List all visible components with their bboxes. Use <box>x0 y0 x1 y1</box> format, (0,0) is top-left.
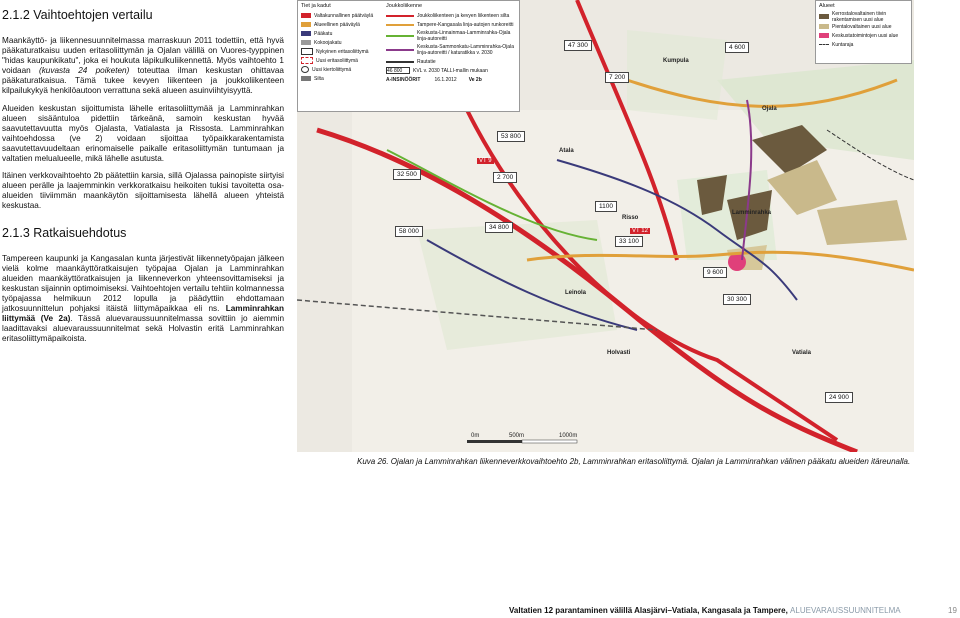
legend-swatch <box>301 66 309 73</box>
legend-line <box>386 49 414 51</box>
section-heading-ratkaisuehdotus: 2.1.3 Ratkaisuehdotus <box>2 225 127 240</box>
place-label: Risso <box>622 215 639 221</box>
paragraph <box>2 254 284 345</box>
paragraph-text-end: toteuttaa ilman keskustan ohittavaa pääkaturatkaisua. Tämä tukee kevyen liikenteen ja joukkoliikenteen kilpailukykyä henkilöautoon verrattuna sekä alueen asuinviihtyisyyttä. <box>2 66 284 96</box>
place-label: Lamminrahka <box>732 210 772 216</box>
legend-item <box>383 11 519 20</box>
legend-item <box>816 40 911 49</box>
traffic-volume: 34 800 <box>485 222 513 233</box>
traffic-volume: 7 200 <box>605 72 629 83</box>
legend-item <box>298 47 383 56</box>
legend-item <box>383 20 519 29</box>
legend-label: Silta <box>314 75 324 82</box>
paragraph-text: Maankäyttö- ja liikennesuunnitelmassa marraskuun 2011 todettiin, että hyvä pääkaturatkaisu uuden eritasoliittymän ja Ojalan välillä on Vuores-tyyppinen "hidas kaupunkikatu", joka ei houkuta läpikulkuliikennettä. Myös vaihtoehto 1 voidaan <box>2 36 284 76</box>
legend-item <box>298 65 383 74</box>
traffic-volume: 30 300 <box>723 294 751 305</box>
traffic-volume: 4 600 <box>725 42 749 53</box>
place-label: Ojala <box>762 106 777 112</box>
legend-label: Pääkatu <box>314 30 333 37</box>
paragraph: Itäinen verkkovaihtoehto 2b päätettiin karsia, sillä Ojalassa painopiste siirtyisi alueen perälle ja laajemminkin verkkoratkaisu heikoiten tukisi tavoitetta osa-alueiden tiiviimmän maankäytön sijoittamisesta lähellä alueen yhteistä keskustaa. <box>2 171 284 211</box>
legend-label: Pientalovaltainen uusi alue <box>832 23 892 30</box>
place-label: Kumpula <box>663 58 689 64</box>
legend-label: Alueellinen pääväylä <box>314 21 360 28</box>
firm-logo: A-INSINÖÖRIT <box>386 76 421 83</box>
legend-label: Keskusta-Linnainmaa-Lamminrahka-Ojala linja-autoreitti <box>417 30 511 42</box>
legend-swatch <box>301 22 311 27</box>
legend-swatch <box>819 33 829 38</box>
place-label: Atala <box>559 148 574 154</box>
legend-heading-roads: Tiet ja kadut <box>301 3 331 9</box>
legend-swatch <box>301 76 311 81</box>
legend-swatch <box>301 40 311 45</box>
paragraph: Alueiden keskustan sijoittumista lähelle eritasoliittymää ja Lamminrahkan alueen sisääntuloa pidettiin tärkeänä, samoin keskustan hyvää saavutettavuutta myös Ojalasta, Vatialasta ja Rissosta. Lamminrahkan vaihtoehdossa (ve 2) voidaan sijoittaa työpaikkarakentamista saavutettavuudeltaan erinomaiselle paikalle eritasoliittymän tuntumaan ja valtatien melualueelle, mikä lähelle asutusta. <box>2 103 284 164</box>
legend-label: Uusi eritasoliittymä <box>316 57 358 64</box>
footer-title: Valtatien 12 parantaminen välillä Alasjärvi–Vatiala, Kangasala ja Tampere, <box>509 606 788 615</box>
scale-label: 500m <box>509 433 525 439</box>
traffic-volume: 9 600 <box>703 267 727 278</box>
legend-label: KVL v. 2030 TALLI-mallin mukaan <box>413 67 488 74</box>
legend-label: Kerrostalovaltainen tiivin rakentamisen uusi alue <box>832 10 887 23</box>
legend-label: Keskusta-Sammonkatu-Lamminrahka-Ojala linja-autoreitti / katuratikka v. 2030 <box>417 44 514 56</box>
legend-item <box>298 56 383 65</box>
legend-item <box>298 11 383 20</box>
legend-ve: Ve 2b <box>468 76 482 83</box>
legend-swatch <box>301 13 311 18</box>
road-label: VT 9 <box>479 158 492 164</box>
legend-label: Rautatie <box>417 58 436 65</box>
traffic-volume: 53 800 <box>497 131 525 142</box>
paragraph-text: Tampereen kaupunki ja Kangasalan kunta järjestivät liikennetyöpajan jälkeen vielä kolme maankäyttöratkaisujen työpajaa Ojalan ja Lamminrahkan alueiden maankäyttöratkaisujen ja liikenneverkon yhteensovittamiseksi ja keskustan sijainnin optimoimiseksi. Vaihtoehtojen vertailu tehtiin kolmannessa työpajassa helmikuun 2012 lopulla ja päädyttiin ehdottamaan jatkosuunnittelun pohjaksi itäistä liittymäpaikkaa eli ns. <box>2 253 285 313</box>
legend-date: 16.1.2012 <box>434 76 457 83</box>
traffic-volume: 58 000 <box>395 226 423 237</box>
page-footer <box>509 606 901 615</box>
section-heading-vertailu: 2.1.2 Vaihtoehtojen vertailu <box>2 8 153 22</box>
map-figure <box>297 0 914 452</box>
legend-label: Joukkoliikenteen ja kevyen liikenteen silta <box>417 12 510 19</box>
legend-item <box>383 57 519 66</box>
legend-item <box>383 29 519 43</box>
scale-label: 0m <box>471 433 480 439</box>
legend-swatch <box>301 57 313 64</box>
legend-swatch <box>819 14 829 19</box>
paragraph-italic: (kuvasta 24 poiketen) <box>38 66 130 76</box>
paragraph-bold: Lamminrahkan liittymää (Ve 2a) <box>2 303 284 324</box>
legend-line <box>386 61 414 63</box>
legend-line <box>386 15 414 17</box>
paragraph-text-end: . Tässä aluevaraussuunnitelmassa sovittiin jo aiemmin laadittavaksi aluevaraussuunnitelmat sekä Holvastin eritä Lamminrahkan eritasoliittymäpaikoista. <box>2 314 284 344</box>
legend-item <box>298 20 383 29</box>
legend-right <box>815 0 912 64</box>
place-label: Vatiala <box>792 350 812 356</box>
legend-left <box>297 0 520 112</box>
traffic-volume: 47 300 <box>564 40 592 51</box>
legend-label: Keskustatoimintojen uusi alue <box>832 32 899 39</box>
road-label: VT 12 <box>632 228 648 234</box>
legend-kvl-value: 46 800 <box>386 67 410 74</box>
legend-line <box>386 24 414 26</box>
legend-footer <box>383 75 519 84</box>
legend-item <box>298 74 383 83</box>
legend-swatch <box>301 48 313 55</box>
traffic-volume: 2 700 <box>493 172 517 183</box>
legend-label: Kuntaraja <box>832 41 854 48</box>
place-label: Holvasti <box>607 350 631 356</box>
legend-item <box>383 66 519 75</box>
traffic-volume: 33 100 <box>615 236 643 247</box>
legend-swatch <box>301 31 311 36</box>
legend-label: Tampere-Kangasala linja-autojen runkoreitti <box>417 21 514 28</box>
legend-swatch <box>819 44 829 45</box>
legend-item <box>816 22 911 31</box>
legend-item <box>816 31 911 40</box>
legend-label: Uusi kiertoliittymä <box>312 66 352 73</box>
legend-line <box>386 35 414 37</box>
traffic-volume: 1100 <box>595 201 617 212</box>
footer-subtitle: ALUEVARAUSSUUNNITELMA <box>790 606 901 615</box>
legend-heading-areas: Alueet <box>819 3 835 9</box>
place-label: Leinola <box>565 290 587 296</box>
legend-heading-transit: Joukkoliikenne <box>386 3 423 9</box>
paragraph <box>2 36 284 97</box>
legend-item <box>383 43 519 57</box>
figure-caption: Kuva 26. Ojalan ja Lamminrahkan liikenneverkkovaihtoehto 2b, Lamminrahkan eritasoliittymä. Ojalan ja Lamminrahkan välinen pääkatu alueiden itäreunalla. <box>357 457 911 466</box>
page-number: 19 <box>948 606 957 615</box>
traffic-volume: 32 500 <box>393 169 421 180</box>
scale-label: 1000m <box>559 433 578 439</box>
traffic-volume: 24 900 <box>825 392 853 403</box>
left-column <box>2 8 284 351</box>
legend-item <box>298 29 383 38</box>
legend-label: Kokoojakatu <box>314 39 342 46</box>
legend-label: Nykyinen eritasoliittymä <box>316 48 369 55</box>
legend-item <box>816 11 911 22</box>
legend-item <box>298 38 383 47</box>
legend-swatch <box>819 24 829 29</box>
legend-label: Valtakunnallinen päätväylä <box>314 12 374 19</box>
